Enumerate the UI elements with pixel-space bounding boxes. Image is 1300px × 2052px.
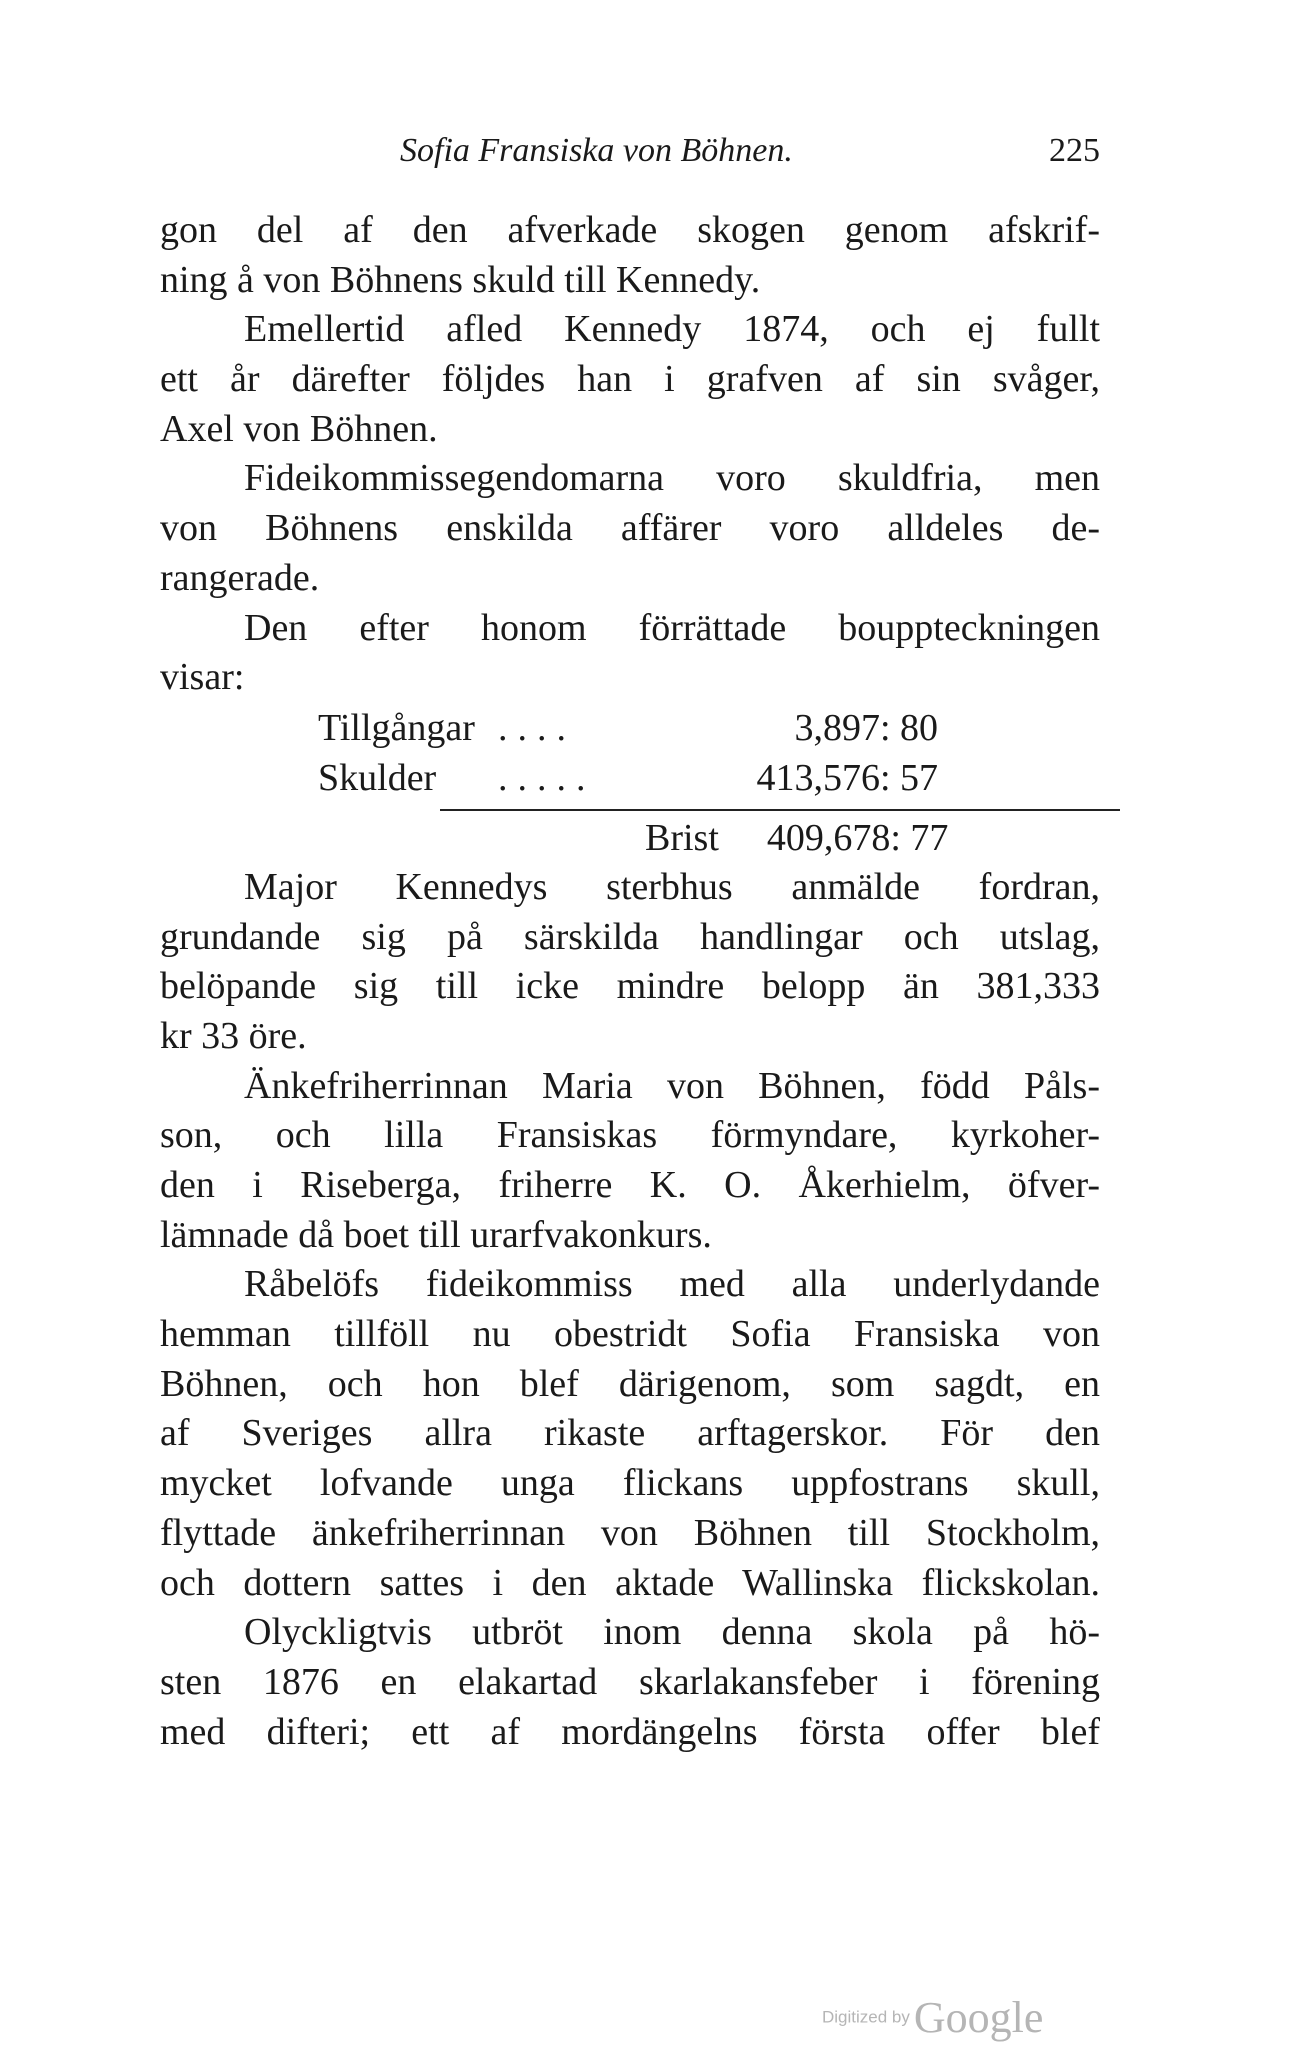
assets-amount: 3,897: 80 [794,706,938,749]
table-row-deficit [645,813,948,863]
text-line: med difteri; ett af mordängelns första offer blef [160,1710,1100,1753]
deficit-amount: 409,678: 77 [766,816,949,859]
table-row-assets [318,703,938,753]
text-line: ning å von Böhnens skuld till Kennedy. [160,258,761,301]
text-line: son, och lilla Fransiskas förmyndare, kyrkoher- [160,1114,1100,1157]
text-line: af Sveriges allra rikaste arftagerskor. För den [160,1412,1100,1455]
text-line: rangerade. [160,556,320,599]
text-line: kr 33 öre. [160,1014,307,1057]
text-line: belöpande sig till icke mindre belopp än 381,333 [160,965,1100,1008]
running-title: Sofia Fransiska von Böhnen. [400,132,793,169]
leader-dots: .... [498,706,576,749]
text-line: Axel von Böhnen. [160,407,438,450]
text-line: lämnade då boet till urarfvakonkurs. [160,1213,712,1256]
text-line: von Böhnens enskilda affärer voro alldeles de- [160,507,1100,550]
text-line: den i Riseberga, friherre K. O. Åkerhielm, öfver- [160,1164,1100,1206]
digitized-watermark [822,1992,1043,2043]
text-line: visar: [160,656,245,699]
debts-amount: 413,576: 57 [756,756,938,799]
sum-rule [440,809,1120,811]
table-row-debts [318,753,938,803]
text-line: Böhnen, och hon blef därigenom, som sagdt, en [160,1362,1100,1405]
text-line: Fideikommissegendomarna voro skuldfria, men [244,457,1100,500]
text-line: Den efter honom förrättade bouppteckningen [244,606,1100,649]
text-line: och dottern sattes i den aktade Wallinska flickskolan. [160,1561,1100,1604]
text-line: Emellertid afled Kennedy 1874, och ej fullt [244,308,1100,351]
text-line: Råbelöfs fideikommiss med alla underlydande [244,1263,1100,1306]
deficit-label: Brist [645,816,719,859]
estate-inventory-table [160,703,1100,863]
assets-label: Tillgångar [318,706,475,749]
running-head [160,132,1100,182]
text-line: mycket lofvande unga flickans uppfostrans skull, [160,1462,1100,1505]
text-line: sten 1876 en elakartad skarlakansfeber i förening [160,1660,1100,1703]
leader-dots: ..... [498,756,596,799]
page-body [160,206,1100,1757]
debts-label: Skulder [318,756,437,799]
text-line: ett år därefter följdes han i grafven af sin svåger, [160,358,1100,401]
text-line: hemman tillföll nu obestridt Sofia Fransiska von [160,1313,1100,1356]
text-line: Änkefriherrinnan Maria von Böhnen, född Påls- [244,1064,1100,1107]
text-line: grundande sig på särskilda handlingar och utslag, [160,915,1100,958]
google-logo: Google [913,1993,1044,2042]
page-number: 225 [1049,132,1100,169]
text-line: flyttade änkefriherrinnan von Böhnen till Stockholm, [160,1511,1100,1554]
watermark-prefix: Digitized by [822,2007,910,2027]
text-line: Major Kennedys sterbhus anmälde fordran, [244,865,1100,908]
text-line: Olyckligtvis utbröt inom denna skola på hö- [244,1611,1100,1654]
text-line: gon del af den afverkade skogen genom afskrif- [160,209,1100,251]
